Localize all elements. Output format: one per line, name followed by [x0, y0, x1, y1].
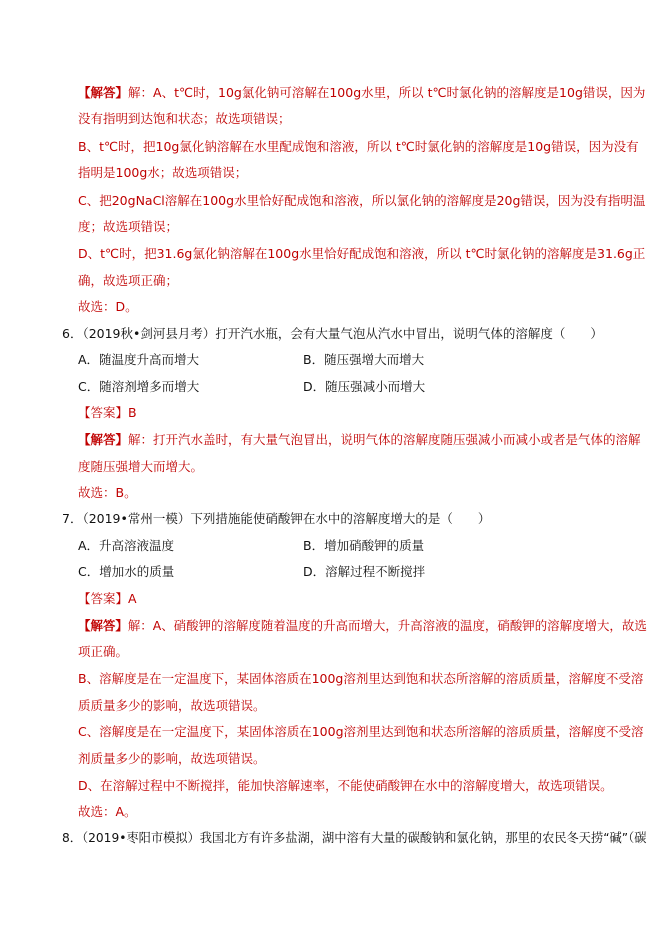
- q7-stem: 7．（2019•常州一模）下列措施能使硝酸钾在水中的溶解度增大的是（ ）: [62, 511, 491, 526]
- q8-stem: 8．（2019•枣阳市模拟）我国北方有许多盐湖，湖中溶有大量的碳酸钠和氯化钠，那里的农民冬天捞“碱”（碳: [62, 830, 647, 845]
- q7-explanation-line: B、溶解度是在一定温度下，某固体溶质在100g溶剂里达到饱和状态所溶解的溶质质量，溶解度不受溶: [78, 671, 644, 686]
- q5-explanation-line: 没有指明到达饱和状态；故选项错误；: [78, 111, 291, 126]
- q7-explanation-line: 【解答】解：A、硝酸钾的溶解度随着温度的升高而增大，升高溶液的温度，硝酸钾的溶解度增大，故选: [78, 618, 647, 633]
- q7-explanation-line: C、溶解度是在一定温度下，某固体溶质在100g溶剂里达到饱和状态所溶解的溶质质量，溶解度不受溶: [78, 724, 644, 739]
- q5-explanation-line: 指明是100g水；故选项错误；: [78, 165, 248, 180]
- q6-answer-choice: 故选：B。: [78, 485, 137, 500]
- q6-answer: 【答案】B: [78, 405, 137, 420]
- explanation-tag: 【解答】: [78, 618, 128, 633]
- q6-explanation-line: 【解答】解：打开汽水盖时，有大量气泡冒出，说明气体的溶解度随压强减小而减小或者是气体的溶解: [78, 432, 641, 447]
- q5-explanation-line: 确，故选项正确；: [78, 273, 179, 288]
- q7-explanation-line: 项正确。: [78, 644, 129, 659]
- q6-stem: 6．（2019秋•剑河县月考）打开汽水瓶，会有大量气泡从汽水中冒出，说明气体的溶解度（ ）: [62, 326, 603, 341]
- q6-option-b: B．随压强增大而增大: [303, 352, 425, 367]
- q7-option-d: D．溶解过程不断搅拌: [303, 564, 426, 579]
- q7-option-a: A．升高溶液温度: [78, 538, 175, 553]
- q5-explanation-line: B、t℃时，把10g氯化钠溶解在水里配成饱和溶液，所以 t℃时氯化钠的溶解度是10g错误，因为没有: [78, 139, 639, 154]
- q5-explanation-line: 【解答】解：A、t℃时，10g氯化钠可溶解在100g水里，所以 t℃时氯化钠的溶解度是10g错误，因为: [78, 85, 646, 100]
- q7-answer: 【答案】A: [78, 591, 137, 606]
- q5-explanation-line: 度；故选项错误；: [78, 219, 179, 234]
- q7-option-c: C．增加水的质量: [78, 564, 175, 579]
- q5-answer-choice: 故选：D。: [78, 299, 138, 314]
- q5-explanation-line: D、t℃时，把31.6g氯化钠溶解在100g水里恰好配成饱和溶液，所以 t℃时氯化钠的溶解度是31.6g正: [78, 246, 646, 261]
- q7-explanation-line: 质质量多少的影响，故选项错误。: [78, 698, 266, 713]
- q6-explanation-line: 度随压强增大而增大。: [78, 459, 204, 474]
- q5-explanation-line: C、把20gNaCl溶解在100g水里恰好配成饱和溶液，所以氯化钠的溶解度是20g错误，因为没有指明温: [78, 193, 646, 208]
- q7-option-b: B．增加硝酸钾的质量: [303, 538, 425, 553]
- q7-explanation-line: 剂质量多少的影响，故选项错误。: [78, 751, 266, 766]
- explanation-tag: 【解答】: [78, 432, 129, 447]
- explanation-tag: 【解答】: [78, 85, 129, 100]
- q6-option-c: C．随溶剂增多而增大: [78, 379, 200, 394]
- q6-option-d: D．随压强减小而增大: [303, 379, 426, 394]
- q7-explanation-line: D、在溶解过程中不断搅拌，能加快溶解速率，不能使硝酸钾在水中的溶解度增大，故选项错误。: [78, 778, 613, 793]
- q7-answer-choice: 故选：A。: [78, 804, 137, 819]
- q6-option-a: A．随温度升高而增大: [78, 352, 200, 367]
